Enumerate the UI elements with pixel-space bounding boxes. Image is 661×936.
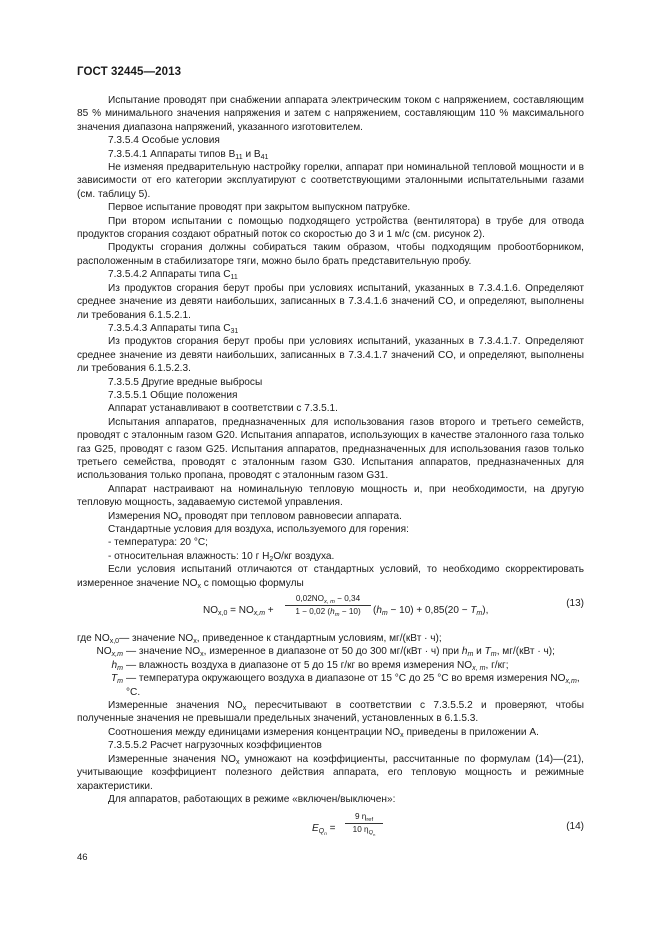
legend-description: — значение $NO_x$, измеренное в диапазоне от 50 до 300 мг/(кВт · ч) при $h_m$ и $T_m$, мг/(кВт · ч); bbox=[126, 646, 555, 659]
legend-description: — температура окружающего воздуха в диапазоне от 15 °С до 25 °С во время измерения $NO_{x,m}$, °С. bbox=[126, 673, 580, 698]
formula-13-fraction bbox=[285, 593, 371, 617]
fraction-numerator: $0,02NO_{x, m} - 0,34$ bbox=[285, 593, 371, 606]
legend-description: — значение $NO_x$, приведенное к стандартным условиям, мг/(кВт · ч); bbox=[119, 633, 442, 646]
paragraph: Не изменяя предварительную настройку горелки, аппарат при номинальной тепловой мощности и в зависимости от его категории эксплуатируют с соответствующими эталонными испытательными газами (см. таблицу 5). bbox=[77, 162, 584, 200]
section-heading: 7.3.5.4.3 Аппараты типа $C_{31}$ bbox=[108, 322, 239, 335]
fraction-numerator: 9 $\eta_{ref}$ bbox=[345, 811, 383, 824]
formula-legend bbox=[77, 632, 584, 699]
section-heading: 7.3.5.4.1 Аппараты типов $B_{11}$ и $B_{41}$ bbox=[108, 148, 269, 161]
equation-number: (14) bbox=[566, 821, 584, 833]
legend-symbol: $T_m$ bbox=[110, 673, 123, 686]
legend-row bbox=[77, 632, 584, 645]
paragraph: При втором испытании с помощью подходящего устройства (вентилятора) в трубе для отвода продуктов сгорания создают обратный поток со скоростью до 3 и 1 м/с (см. рисунок 2). bbox=[77, 215, 584, 241]
paragraph: Измерения $NO_x$ проводят при тепловом равновесии аппарата. bbox=[108, 510, 402, 523]
legend-row bbox=[77, 645, 584, 658]
legend-symbol: $NO_{x,m}$ bbox=[96, 646, 123, 659]
section-heading: 7.3.5.5 Другие вредные выбросы bbox=[108, 376, 263, 388]
legend-symbol: где $NO_{x,0}$ bbox=[77, 633, 120, 646]
formula-14 bbox=[77, 810, 584, 848]
formula-14-lhs: $E_{Q_n}$ = bbox=[312, 823, 336, 838]
page-number: 46 bbox=[77, 852, 88, 863]
paragraph: Аппарат устанавливают в соответствии с 7.3.5.1. bbox=[108, 403, 338, 415]
paragraph: Первое испытание проводят при закрытом выпускном патрубке. bbox=[108, 202, 411, 214]
list-item: - относительная влажность: 10 г $H_2O/кг$ воздуха. bbox=[108, 550, 335, 563]
equation-number: (13) bbox=[566, 598, 584, 610]
paragraph: Испытания аппаратов, предназначенных для использования газов второго и третьего семейств, проводят с эталонным газом G20. Испытания аппаратов, использующих в качестве эталонного газа только газ G25, проводят с газом G25. Испытания аппаратов, предназначенных для использования газов только третьего семейства, проводят с эталонным газом G30. Испытания аппаратов, предназначенных для использования только пропана, проводят с эталонным газом G31. bbox=[77, 416, 584, 482]
section-heading: 7.3.5.4 Особые условия bbox=[108, 135, 220, 147]
paragraph: Измеренные значения $NO_x$ пересчитывают в соответствии с 7.3.5.5.2 и проверяют, чтобы полученные значения не превышали предельных значений, установленных в 6.1.5.3. bbox=[77, 700, 584, 725]
section-heading: 7.3.5.5.2 Расчет нагрузочных коэффициентов bbox=[108, 740, 322, 752]
document-body bbox=[77, 94, 584, 848]
fraction-denominator: 10 $\eta_{Q_n}$ bbox=[352, 825, 376, 838]
paragraph: Испытание проводят при снабжении аппарата электрическим током с напряжением, составляющим 85 % минимального значения напряжения и затем с напряжением, составляющим 110 % максимального значения диапазона напряжений, указанного изготовителем. bbox=[77, 95, 584, 133]
formula-13-rhs: $(h_m - 10) + 0,85(20 - T_m)$, bbox=[373, 605, 489, 618]
section-heading: 7.3.5.5.1 Общие положения bbox=[108, 389, 238, 401]
paragraph: Измеренные значения $NO_x$ умножают на коэффициенты, рассчитанные по формулам (14)—(21), учитывающие коэффициент полезного действия аппарата, его тепловую мощность и режимные характеристики. bbox=[77, 753, 584, 792]
legend-row bbox=[77, 672, 584, 699]
document-header: ГОСТ 32445—2013 bbox=[77, 66, 182, 78]
section-heading: 7.3.5.4.2 Аппараты типа $C_{11}$ bbox=[108, 269, 238, 282]
formula-13 bbox=[77, 593, 584, 627]
formula-13-lhs: $NO_{x,0} = NO_{x,m}$ + bbox=[203, 605, 274, 618]
paragraph: Стандартные условия для воздуха, используемого для горения: bbox=[108, 524, 409, 535]
fraction-denominator: 1 − 0,02 $(h_m - 10)$ bbox=[295, 607, 361, 619]
paragraph: Из продуктов сгорания берут пробы при условиях испытаний, указанных в 7.3.4.1.6. Определяют среднее значение из девяти наибольших, записанных в 7.3.4.1.6 значений CO, и определяют, выполнены ли требования 6.1.5.2.1. bbox=[77, 282, 584, 321]
paragraph: Если условия испытаний отличаются от стандартных условий, то необходимо скорректировать измеренное значение $NO_x$ с помощью формулы bbox=[77, 564, 584, 590]
paragraph: Аппарат настраивают на номинальную тепловую мощность и, при необходимости, на другую тепловую мощность, задаваемую системой управления. bbox=[77, 483, 584, 509]
paragraph: Для аппаратов, работающих в режиме «включен/выключен»: bbox=[108, 793, 396, 805]
paragraph: Продукты сгорания должны собираться таким образом, чтобы подходящим пробоотборником, расположенным в стабилизаторе тяги, можно было брать представительную пробу. bbox=[77, 242, 584, 267]
paragraph: Соотношения между единицами измерения концентрации $NO_x$ приведены в приложении А. bbox=[108, 726, 539, 739]
formula-14-fraction bbox=[345, 811, 383, 836]
list-item: - температура: 20 °С; bbox=[108, 537, 208, 549]
paragraph: Из продуктов сгорания берут пробы при условиях испытаний, указанных в 7.3.4.1.7. Определяют среднее значение из девяти наибольших, записанных в 7.3.4.1.7 значений CO, и определяют, выполнены ли требования 6.1.5.2.3. bbox=[77, 336, 584, 375]
legend-symbol: $h_m$ bbox=[111, 659, 123, 672]
legend-description: — влажность воздуха в диапазоне от 5 до 15 г/кг во время измерения $NO_{x, m}$, г/кг; bbox=[126, 659, 509, 672]
legend-row bbox=[77, 659, 584, 672]
